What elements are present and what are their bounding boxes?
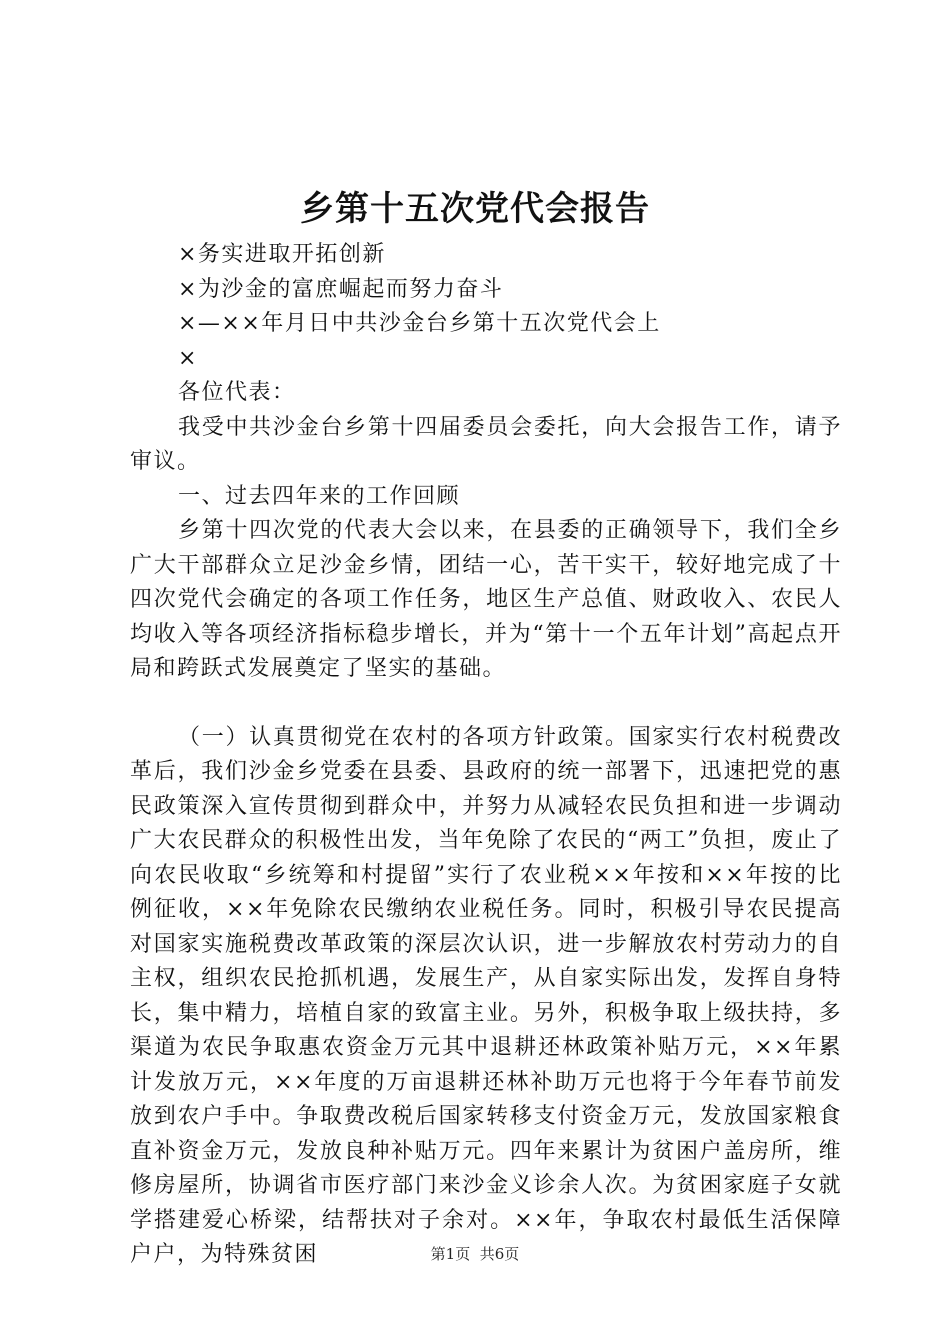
page-total: 共6页 [479, 1245, 520, 1263]
subtitle-line-1: ×务实进取开拓创新 [178, 242, 386, 267]
section-heading-1: 一、过去四年来的工作回顾 [178, 483, 461, 509]
page-number: 第1页 [430, 1245, 471, 1263]
paragraph-review: 乡第十四次党的代表大会以来，在县委的正确领导下，我们全乡广大干部群众立足沙金乡情，团结一心，苦干实干，较好地完成了十四次党代会确定的各项工作任务，地区生产总值、财政收入、农民人均收入等各项经济指标稳步增长，并为“第十一个五年计划”高起点开局和跨跃式发展奠定了坚实的基础。 [130, 518, 842, 681]
document-title: 乡第十五次党代会报告 [300, 189, 650, 229]
page-footer [0, 1244, 950, 1264]
subtitle-line-4: × [178, 345, 198, 371]
footer-spacer [470, 1245, 480, 1263]
subtitle-line-3: ×—××年月日中共沙金台乡第十五次党代会上 [178, 311, 661, 336]
paragraph-intro: 我受中共沙金台乡第十四届委员会委托，向大会报告工作，请予审议。 [130, 414, 842, 474]
paragraph-policy: （一）认真贯彻党在农村的各项方针政策。国家实行农村税费改革后，我们沙金乡党委在县委、县政府的统一部署下，迅速把党的惠民政策深入宣传贯彻到群众中，并努力从减轻农民负担和进一步调动广大农民群众的积极性出发，当年免除了农民的“两工”负担，废止了向农民收取“乡统筹和村提留”实行了农业税××年按和××年按的比例征收，××年免除农民缴纳农业税任务。同时，积极引导农民提高对国家实施税费改革政策的深层次认识，进一步解放农村劳动力的自主权，组织农民抢抓机遇，发展生产，从自家实际出发，发挥自身特长，集中精力，培植自家的致富主业。另外，积极争取上级扶持，多渠道为农民争取惠农资金万元其中退耕还林政策补贴万元，××年累计发放万元，××年度的万亩退耕还林补助万元也将于今年春节前发放到农户手中。争取费改税后国家转移支付资金万元，发放国家粮食直补资金万元，发放良种补贴万元。四年来累计为贫困户盖房所，维修房屋所，协调省市医疗部门来沙金义诊余人次。为贫困家庭子女就学搭建爱心桥梁，结帮扶对子余对。××年，争取农村最低生活保障户户，为特殊贫困 [130, 724, 842, 1267]
document-body [130, 238, 842, 1273]
salutation: 各位代表： [178, 380, 296, 405]
subtitle-line-2: ×为沙金的富庶崛起而努力奋斗 [178, 276, 504, 302]
